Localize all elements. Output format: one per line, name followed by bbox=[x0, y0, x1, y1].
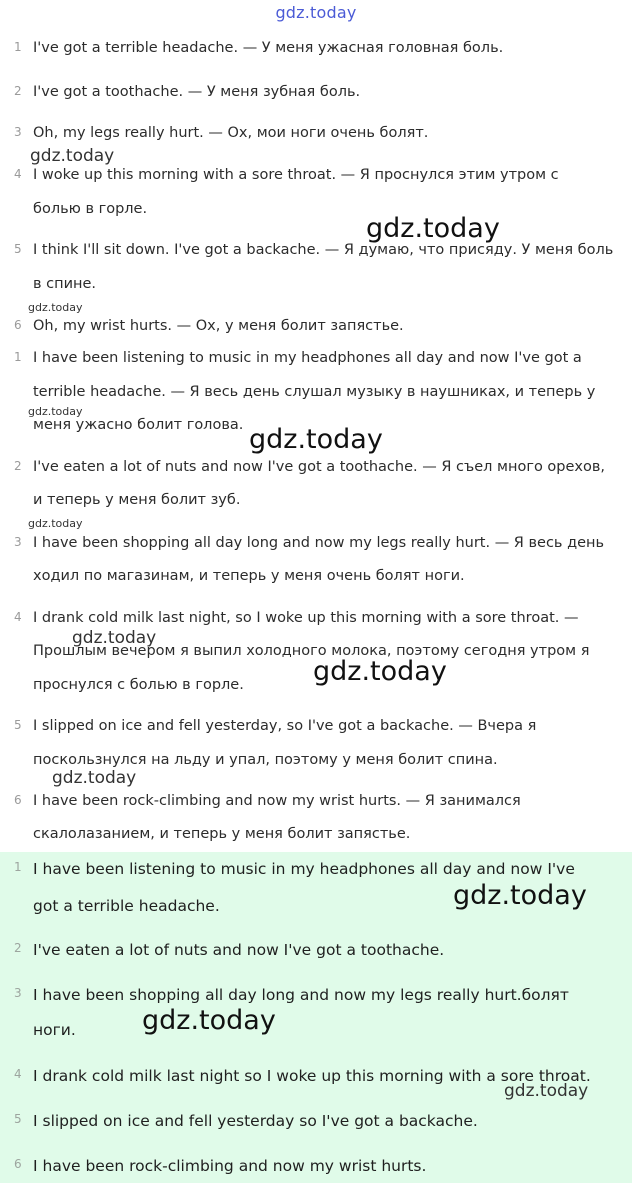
item-text: Прошлым вечером я выпил холодного молока, поэтому сегодня утром я bbox=[33, 643, 590, 659]
watermark: gdz.today bbox=[28, 517, 83, 530]
item-text: Oh, my legs really hurt. — Ох, мои ноги очень болят. bbox=[33, 125, 429, 141]
watermark: gdz.today bbox=[249, 424, 383, 455]
item-text: I have been rock-climbing and now my wrist hurts. bbox=[33, 1157, 427, 1175]
item-text: I slipped on ice and fell yesterday, so I've got a backache. — Вчера я bbox=[33, 718, 537, 734]
item-number: 1 bbox=[14, 40, 22, 54]
item-text: скалолазанием, и теперь у меня болит запястье. bbox=[33, 826, 411, 842]
item-number: 5 bbox=[14, 1112, 22, 1126]
item-text: I think I'll sit down. I've got a backache. — Я думаю, что присяду. У меня боль bbox=[33, 242, 614, 258]
item-text: got a terrible headache. bbox=[33, 897, 220, 915]
item-number: 4 bbox=[14, 167, 22, 181]
item-text: Oh, my wrist hurts. — Ох, у меня болит запястье. bbox=[33, 318, 404, 334]
item-number: 6 bbox=[14, 793, 22, 807]
item-text: I have been shopping all day long and now my legs really hurt.болят bbox=[33, 986, 569, 1004]
item-number: 6 bbox=[14, 1157, 22, 1171]
item-text: I have been listening to music in my headphones all day and now I've got a bbox=[33, 350, 582, 366]
watermark: gdz.today bbox=[30, 146, 115, 166]
item-text: terrible headache. — Я весь день слушал музыку в наушниках, и теперь у bbox=[33, 384, 596, 400]
watermark: gdz.today bbox=[28, 405, 83, 418]
watermark: gdz.today bbox=[52, 768, 137, 788]
item-number: 3 bbox=[14, 986, 22, 1000]
item-text: в спине. bbox=[33, 276, 97, 292]
item-text: ходил по магазинам, и теперь у меня очень болят ноги. bbox=[33, 568, 465, 584]
item-number: 1 bbox=[14, 350, 22, 364]
item-number: 2 bbox=[14, 459, 22, 473]
item-text: I've eaten a lot of nuts and now I've got a toothache. — Я съел много орехов, bbox=[33, 459, 606, 475]
item-number: 3 bbox=[14, 535, 22, 549]
item-text: болью в горле. bbox=[33, 201, 148, 217]
item-text: поскользнулся на льду и упал, поэтому у меня болит спина. bbox=[33, 752, 498, 768]
item-number: 5 bbox=[14, 718, 22, 732]
item-text: I have been rock-climbing and now my wrist hurts. — Я занимался bbox=[33, 793, 521, 809]
watermark: gdz.today bbox=[72, 628, 157, 648]
item-text: I've got a terrible headache. — У меня ужасная головная боль. bbox=[33, 40, 504, 56]
item-number: 5 bbox=[14, 242, 22, 256]
item-text: I drank cold milk last night so I woke up this morning with a sore throat. bbox=[33, 1067, 591, 1085]
item-number: 2 bbox=[14, 941, 22, 955]
item-number: 4 bbox=[14, 1067, 22, 1081]
item-text: I have been listening to music in my headphones all day and now I've bbox=[33, 860, 575, 878]
item-text: I've eaten a lot of nuts and now I've got a toothache. bbox=[33, 941, 445, 959]
watermark: gdz.today bbox=[142, 1005, 276, 1036]
item-text: и теперь у меня болит зуб. bbox=[33, 492, 241, 508]
item-text: I've got a toothache. — У меня зубная боль. bbox=[33, 84, 361, 100]
item-text: I woke up this morning with a sore throat. — Я проснулся этим утром с bbox=[33, 167, 559, 183]
watermark: gdz.today bbox=[313, 656, 447, 687]
item-text: I have been shopping all day long and now my legs really hurt. — Я весь день bbox=[33, 535, 605, 551]
watermark: gdz.today bbox=[28, 301, 83, 314]
watermark: gdz.today bbox=[366, 213, 500, 244]
item-number: 6 bbox=[14, 318, 22, 332]
item-number: 2 bbox=[14, 84, 22, 98]
item-text: проснулся с болью в горле. bbox=[33, 677, 244, 693]
item-number: 4 bbox=[14, 610, 22, 624]
item-text: меня ужасно болит голова. bbox=[33, 417, 244, 433]
item-text: I slipped on ice and fell yesterday so I've got a backache. bbox=[33, 1112, 478, 1130]
site-logo-text[interactable]: gdz.today bbox=[275, 3, 357, 22]
item-number: 3 bbox=[14, 125, 22, 139]
item-text: ноги. bbox=[33, 1021, 76, 1039]
item-number: 1 bbox=[14, 860, 22, 874]
item-text: I drank cold milk last night, so I woke up this morning with a sore throat. — bbox=[33, 610, 579, 626]
watermark: gdz.today bbox=[453, 880, 587, 911]
watermark: gdz.today bbox=[504, 1081, 589, 1101]
